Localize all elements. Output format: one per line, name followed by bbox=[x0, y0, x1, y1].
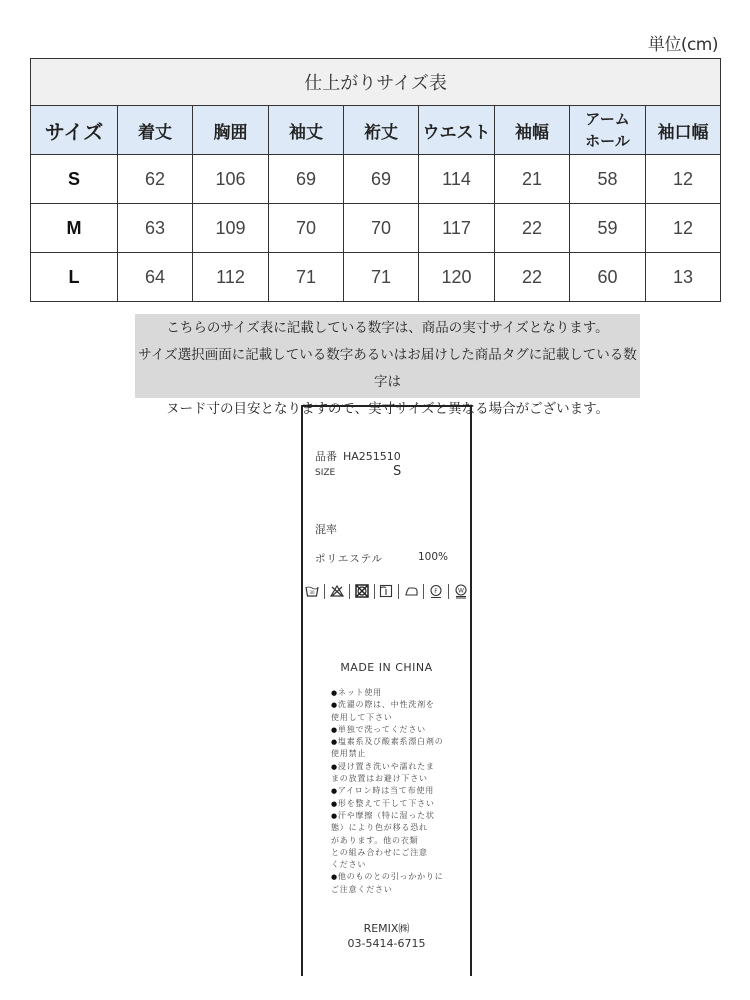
divider bbox=[374, 584, 375, 599]
care-item: ● 他のものとの引っかかりに bbox=[331, 871, 461, 883]
phone-number: 03-5414-6715 bbox=[347, 937, 426, 950]
value-cell: 114 bbox=[419, 155, 495, 204]
header-chest: 胸囲 bbox=[193, 106, 269, 155]
no-bleach-icon bbox=[330, 584, 344, 599]
note-line: サイズ選択画面に記載している数字あるいはお届けした商品タグに記載している数字は bbox=[138, 347, 637, 390]
table-title: 仕上がりサイズ表 bbox=[31, 59, 721, 106]
care-tag bbox=[301, 405, 472, 976]
product-number-value: HA251510 bbox=[343, 450, 401, 463]
value-cell: 70 bbox=[344, 204, 419, 253]
table-title-row bbox=[31, 59, 721, 106]
value-cell: 106 bbox=[193, 155, 269, 204]
value-cell: 69 bbox=[344, 155, 419, 204]
header-armhole-line1: アーム bbox=[585, 110, 630, 128]
header-length: 着丈 bbox=[118, 106, 193, 155]
wet-clean-w-icon bbox=[454, 584, 468, 599]
brand-name: REMIX㈱ bbox=[363, 922, 410, 935]
care-item-continued: 使用禁止 bbox=[331, 749, 367, 759]
fabric-line bbox=[315, 551, 449, 566]
value-cell: 58 bbox=[570, 155, 646, 204]
table-row bbox=[31, 253, 721, 302]
value-cell: 112 bbox=[193, 253, 269, 302]
value-cell: 109 bbox=[193, 204, 269, 253]
divider bbox=[423, 584, 424, 599]
tag-size-label: SIZE bbox=[315, 468, 336, 478]
svg-text:30: 30 bbox=[309, 590, 315, 595]
size-cell: M bbox=[31, 204, 118, 253]
value-cell: 13 bbox=[646, 253, 721, 302]
care-item-continued: 使用して下さい bbox=[331, 712, 393, 722]
care-item-continued: があります。他の衣類 bbox=[331, 835, 419, 845]
care-item: ● ネット使用 bbox=[331, 687, 461, 699]
svg-text:W: W bbox=[457, 587, 464, 595]
value-cell: 60 bbox=[570, 253, 646, 302]
tag-size-value: S bbox=[393, 464, 402, 479]
fabric-percent: 100% bbox=[418, 551, 449, 563]
divider bbox=[398, 584, 399, 599]
composition-label: 混率 bbox=[315, 523, 337, 536]
country-of-origin: MADE IN CHINA bbox=[340, 661, 433, 674]
care-item: ● アイロン時は当て布使用 bbox=[331, 785, 461, 797]
value-cell: 22 bbox=[495, 204, 570, 253]
care-item-continued: まの放置はお避け下さい bbox=[331, 774, 428, 784]
value-cell: 12 bbox=[646, 204, 721, 253]
value-cell: 117 bbox=[419, 204, 495, 253]
value-cell: 62 bbox=[118, 155, 193, 204]
care-item: ● 洗濯の際は、中性洗剤を bbox=[331, 699, 461, 711]
divider bbox=[448, 584, 449, 599]
care-item: ● 塩素系及び酸素系漂白剤の bbox=[331, 736, 461, 748]
care-icons bbox=[305, 584, 468, 599]
care-item: ● 単独で洗ってください bbox=[331, 724, 461, 736]
care-item-continued: ください bbox=[331, 860, 367, 870]
care-item: ● 形を整えて干して下さい bbox=[331, 798, 461, 810]
header-waist: ウエスト bbox=[419, 106, 495, 155]
dry-clean-f-icon bbox=[429, 584, 443, 599]
care-item-continued: ご注意ください bbox=[331, 884, 393, 894]
product-number-label: 品番 bbox=[315, 450, 337, 463]
table-row bbox=[31, 155, 721, 204]
header-sleeve-width: 袖幅 bbox=[495, 106, 570, 155]
value-cell: 12 bbox=[646, 155, 721, 204]
header-cuff-width: 袖口幅 bbox=[646, 106, 721, 155]
value-cell: 120 bbox=[419, 253, 495, 302]
value-cell: 21 bbox=[495, 155, 570, 204]
value-cell: 71 bbox=[269, 253, 344, 302]
divider bbox=[349, 584, 350, 599]
care-item: ● 浸け置き洗いや濡れたま bbox=[331, 761, 461, 773]
value-cell: 71 bbox=[344, 253, 419, 302]
header-sleeve-length: 袖丈 bbox=[269, 106, 344, 155]
product-number bbox=[315, 448, 401, 464]
value-cell: 22 bbox=[495, 253, 570, 302]
header-yuki-length: 裄丈 bbox=[344, 106, 419, 155]
header-size: サイズ bbox=[31, 106, 118, 155]
size-cell: S bbox=[31, 155, 118, 204]
size-table bbox=[30, 58, 721, 302]
table-row bbox=[31, 204, 721, 253]
tag-size bbox=[315, 464, 402, 479]
care-item-continued: との組み合わせにご注意 bbox=[331, 847, 428, 857]
table-header-row bbox=[31, 106, 721, 155]
value-cell: 59 bbox=[570, 204, 646, 253]
line-dry-icon bbox=[379, 584, 393, 599]
value-cell: 69 bbox=[269, 155, 344, 204]
note-line: ヌード寸の目安となりますので、実寸サイズと異なる場合がございます。 bbox=[165, 401, 610, 417]
note-line: こちらのサイズ表に記載している数字は、商品の実寸サイズとなります。 bbox=[166, 320, 609, 336]
care-instructions bbox=[331, 687, 461, 896]
unit-label: 単位(cm) bbox=[647, 35, 718, 55]
no-tumble-dry-icon bbox=[355, 584, 369, 599]
care-item: ● 汗や摩擦（特に湿った状 bbox=[331, 810, 461, 822]
fabric-name: ポリエステル bbox=[315, 553, 384, 565]
iron-low-icon bbox=[404, 584, 418, 599]
divider bbox=[324, 584, 325, 599]
value-cell: 64 bbox=[118, 253, 193, 302]
value-cell: 70 bbox=[269, 204, 344, 253]
wash-30-icon bbox=[305, 584, 319, 599]
header-armhole bbox=[570, 106, 646, 155]
svg-text:F: F bbox=[434, 588, 438, 595]
header-armhole-line2: ホール bbox=[585, 132, 630, 150]
size-cell: L bbox=[31, 253, 118, 302]
size-note bbox=[135, 314, 640, 417]
value-cell: 63 bbox=[118, 204, 193, 253]
care-item-continued: 態）により色が移る恐れ bbox=[331, 823, 428, 833]
